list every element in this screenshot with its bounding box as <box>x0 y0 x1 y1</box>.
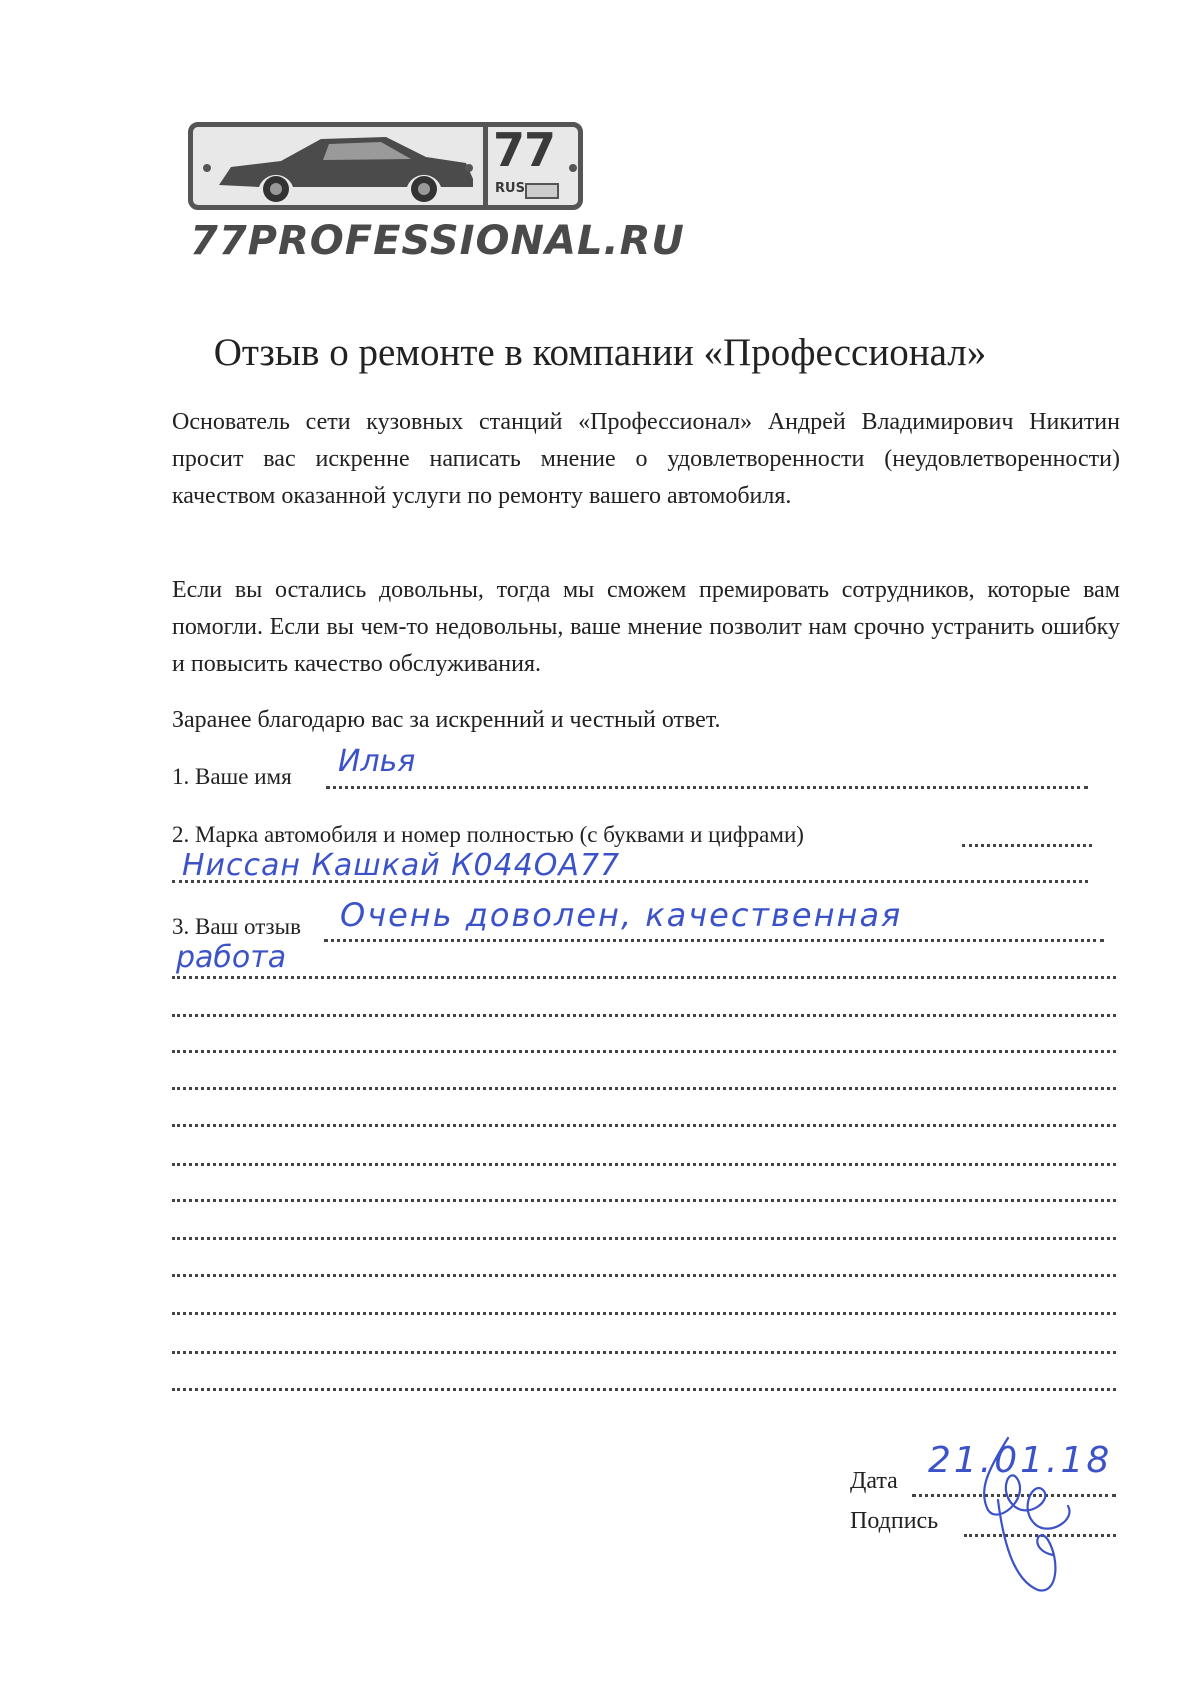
review-dotted-line-2 <box>172 976 1116 979</box>
plate-divider <box>483 127 488 205</box>
car-silhouette-icon <box>211 127 481 205</box>
date-handwritten: 21.01.18 <box>928 1440 1113 1481</box>
car-handwritten: Ниссан Кашкай К044ОА77 <box>182 848 621 883</box>
review-dotted-line-6 <box>172 1124 1116 1127</box>
review-dotted-line-5 <box>172 1087 1116 1090</box>
review-dotted-line-9 <box>172 1237 1116 1240</box>
review-dotted-line-12 <box>172 1351 1116 1354</box>
plate-bolt-far-right <box>569 164 577 172</box>
page-title: Отзыв о ремонте в компании «Профессионал» <box>213 331 987 374</box>
review-dotted-line-10 <box>172 1274 1116 1277</box>
review-dotted-line-8 <box>172 1199 1116 1202</box>
car-label: 2. Марка автомобиля и номер полностью (с буквами и цифрами) <box>172 822 804 847</box>
plate-region: RUS <box>495 181 525 196</box>
name-label: 1. Ваше имя <box>172 764 292 789</box>
review-dotted-line-7 <box>172 1163 1116 1166</box>
plate-flag-icon <box>525 183 559 199</box>
license-plate-graphic <box>188 122 583 210</box>
name-dotted-line <box>326 786 1088 789</box>
plate-bolt-right <box>465 164 473 172</box>
logo-site-text: 77PROFESSIONAL.RU <box>190 218 685 264</box>
review-handwritten-line-1: Очень доволен, качественная <box>340 896 903 934</box>
plate-number: 77 <box>493 123 556 177</box>
review-dotted-line-13 <box>172 1388 1116 1391</box>
signature-label: Подпись <box>850 1508 939 1534</box>
review-dotted-line-3 <box>172 1014 1116 1017</box>
car-dotted-line-1 <box>962 844 1092 847</box>
intro-paragraph-1: Основатель сети кузовных станций «Профессионал» Андрей Владимирович Никитин просит вас искренне написать мнение о удовлетворенности (неудовлетворенности) качеством оказанной услуги по ремонту вашего автомобиля. <box>172 409 1120 509</box>
handwritten-signature <box>958 1430 1098 1600</box>
plate-bolt-left <box>203 164 211 172</box>
company-logo <box>188 122 685 272</box>
name-handwritten: Илья <box>338 744 416 779</box>
review-handwritten-line-2: работа <box>176 940 287 975</box>
review-label: 3. Ваш отзыв <box>172 914 301 939</box>
review-dotted-line-1 <box>324 939 1104 942</box>
intro-paragraph-2: Если вы остались довольны, тогда мы сможем премировать сотрудников, которые вам помогли. Если вы чем-то недовольны, ваше мнение позволит нам срочно устранить ошибку и повысить качество обслуживания. <box>172 577 1120 677</box>
date-label: Дата <box>850 1468 898 1494</box>
review-dotted-line-4 <box>172 1050 1116 1053</box>
review-dotted-line-11 <box>172 1312 1116 1315</box>
intro-thanks: Заранее благодарю вас за искренний и честный ответ. <box>172 707 721 733</box>
